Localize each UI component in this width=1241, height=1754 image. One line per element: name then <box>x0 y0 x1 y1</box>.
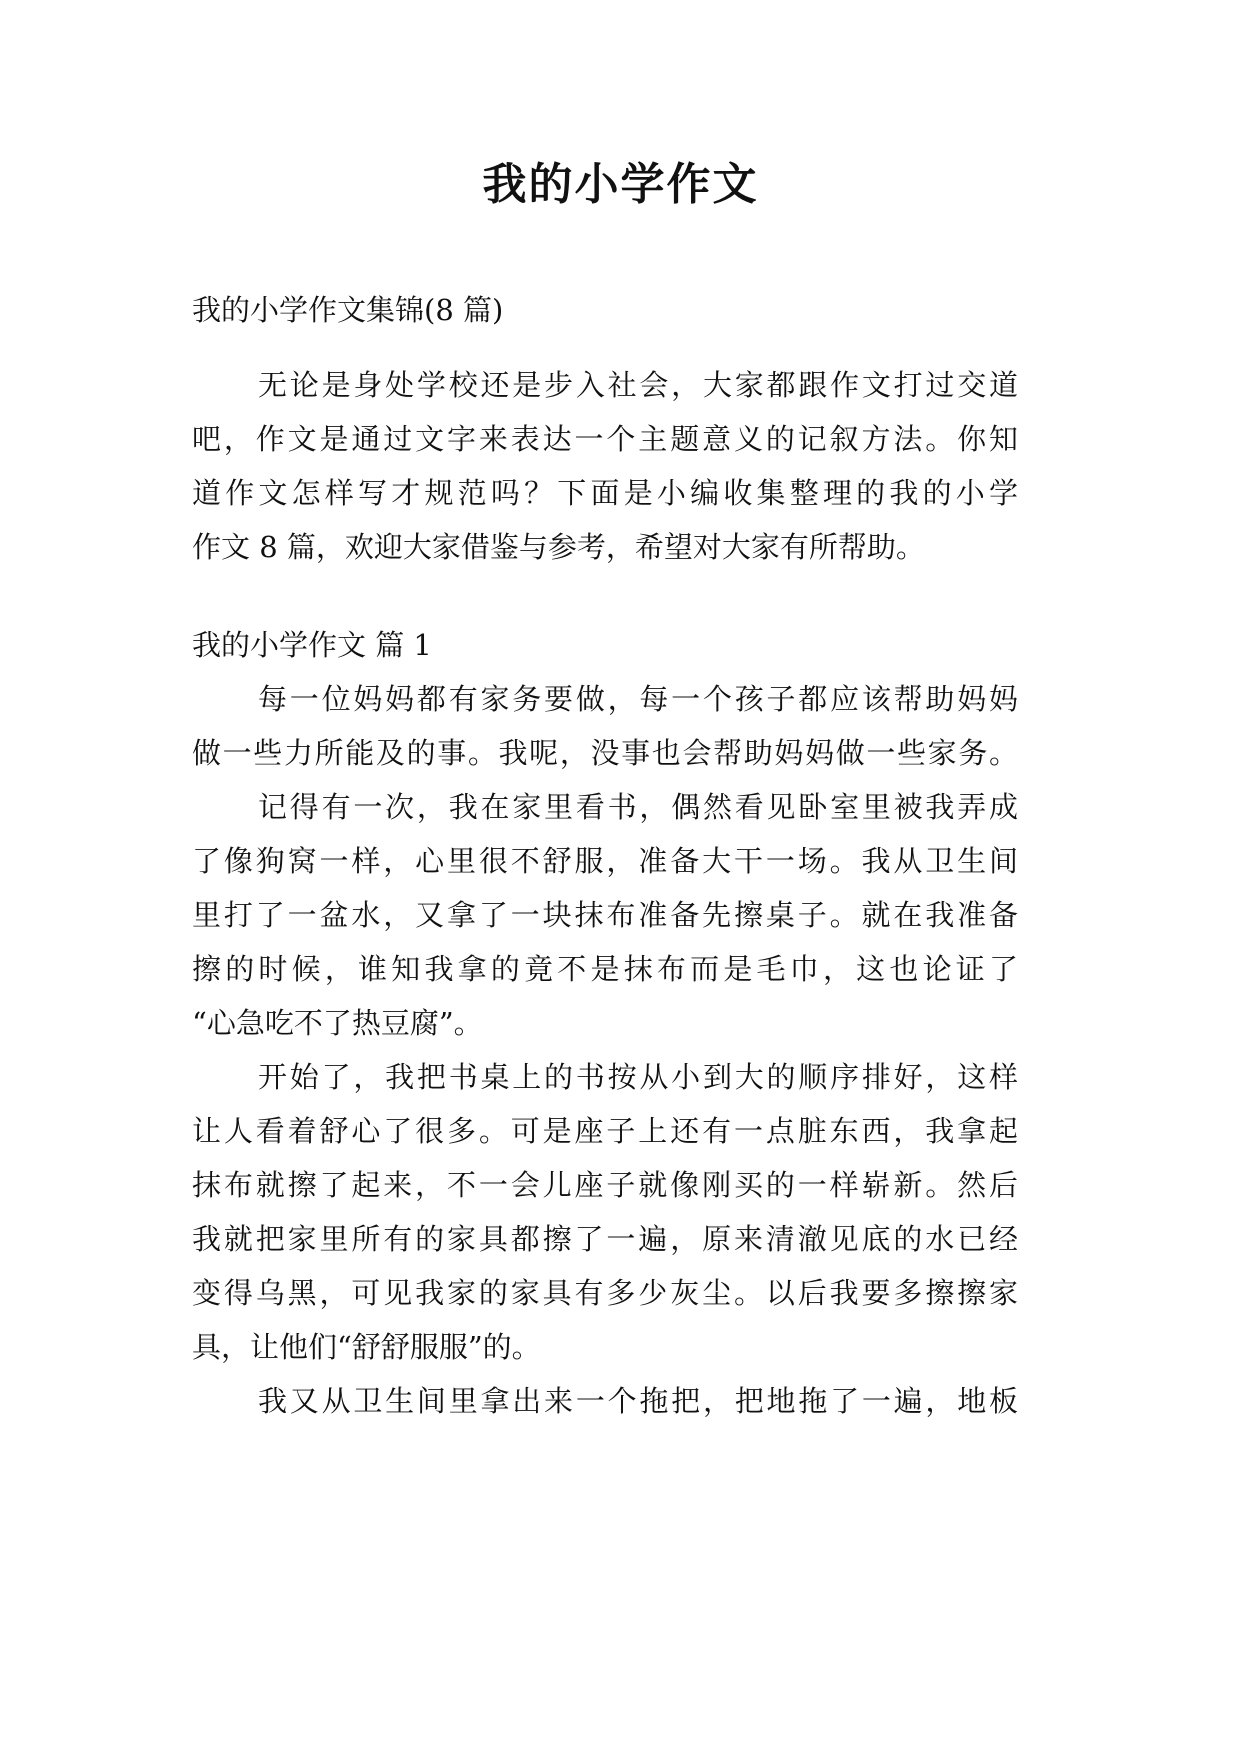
body-line: 里打了一盆水，又拿了一块抹布准备先擦桌子。就在我准备 <box>192 898 1018 932</box>
body-line: 记得有一次，我在家里看书，偶然看见卧室里被我弄成 <box>258 790 1018 824</box>
body-line: 开始了，我把书桌上的书按从小到大的顺序排好，这样 <box>258 1060 1018 1094</box>
intro-line: 无论是身处学校还是步入社会，大家都跟作文打过交道 <box>258 368 1018 402</box>
intro-line: 吧，作文是通过文字来表达一个主题意义的记叙方法。你知 <box>192 422 1018 456</box>
body-line: 擦的时候，谁知我拿的竟不是抹布而是毛巾，这也论证了 <box>192 952 1018 986</box>
intro-line: 作文 8 篇，欢迎大家借鉴与参考，希望对大家有所帮助。 <box>192 530 925 564</box>
intro-line: 道作文怎样写才规范吗？下面是小编收集整理的我的小学 <box>192 476 1018 510</box>
body-line: 让人看着舒心了很多。可是座子上还有一点脏东西，我拿起 <box>192 1114 1018 1148</box>
document-title: 我的小学作文 <box>482 159 759 210</box>
body-line: 我又从卫生间里拿出来一个拖把，把地拖了一遍，地板 <box>258 1384 1018 1418</box>
body-line: 变得乌黑，可见我家的家具有多少灰尘。以后我要多擦擦家 <box>192 1276 1018 1310</box>
body-line: 抹布就擦了起来，不一会儿座子就像刚买的一样崭新。然后 <box>192 1168 1018 1202</box>
body-line: 具，让他们“舒舒服服”的。 <box>192 1330 541 1364</box>
body-line: 做一些力所能及的事。我呢，没事也会帮助妈妈做一些家务。 <box>192 736 1018 770</box>
body-line: 每一位妈妈都有家务要做，每一个孩子都应该帮助妈妈 <box>258 682 1018 716</box>
body-line: 我就把家里所有的家具都擦了一遍，原来清澈见底的水已经 <box>192 1222 1018 1256</box>
body-line: “心急吃不了热豆腐”。 <box>192 1006 483 1040</box>
document-subtitle: 我的小学作文集锦(8 篇) <box>192 293 504 327</box>
body-line: 了像狗窝一样，心里很不舒服，准备大干一场。我从卫生间 <box>192 844 1018 878</box>
section-heading: 我的小学作文 篇 1 <box>192 628 432 662</box>
